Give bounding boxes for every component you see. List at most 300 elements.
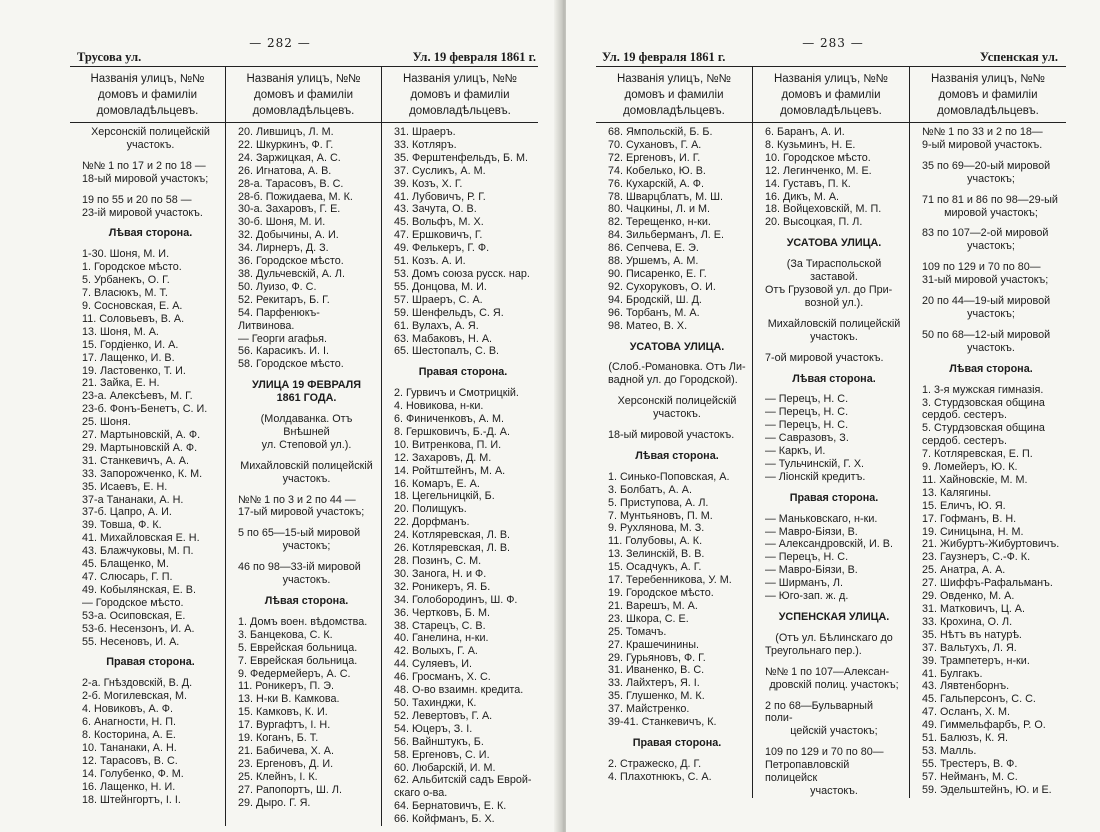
- column-2: [752, 67, 909, 798]
- spacer: [238, 452, 375, 460]
- list-item: 28. Позинъ, С. М.: [394, 555, 482, 567]
- list-item: 35. Нѣтъ въ натурѣ.: [922, 628, 1022, 641]
- list-item: 6. Анагности, Н. П.: [82, 716, 177, 729]
- spacer: [765, 505, 903, 513]
- list-item: 49. Фелькеръ, Г. Ф.: [394, 242, 490, 255]
- list-item: 30-б. Шоня, М. И.: [238, 216, 326, 229]
- list-item: 47. Слюсарь, Г. П.: [82, 571, 173, 583]
- section-heading: Правая сторона.: [789, 491, 879, 504]
- list-item: 90. Писаренко, Е. Г.: [608, 267, 707, 280]
- list-item: 9. Федермейеръ, А. С.: [238, 667, 351, 680]
- list-item: 24. Заржицкая, А. С.: [238, 151, 341, 164]
- list-item: участокъ.: [126, 138, 175, 151]
- list-item: 21. Жибуртъ-Жибуртовичъ.: [922, 538, 1060, 551]
- list-item: 4. Плахотнюкъ, С. А.: [608, 770, 712, 783]
- list-item: 16. Лащенко, Н. И.: [82, 780, 176, 793]
- list-item: — Маньковскаго, н-ки.: [765, 512, 878, 525]
- list-item: 55. Несеновъ, И. А.: [82, 635, 180, 648]
- list-item: 83 по 107—2-ой мировой: [922, 227, 1049, 240]
- list-item: 1. Городское мѣсто.: [82, 261, 182, 274]
- list-item: 25. Клейнъ, І. К.: [238, 770, 318, 783]
- list-item: 57. Шраеръ, С. А.: [394, 293, 483, 306]
- list-item: — Мавро-Біязи, В.: [765, 525, 858, 538]
- column-entries: [70, 123, 225, 806]
- list-item: — Мавро-Біязи, В.: [765, 564, 858, 577]
- list-item: 30. Занога, Н. и Ф.: [394, 567, 487, 580]
- list-item: 96. Торбанъ, М. А.: [608, 306, 700, 319]
- spacer: [765, 484, 903, 492]
- list-item: 11. Хайновскіе, М. М.: [922, 473, 1028, 486]
- list-item: 58. Городское мѣсто.: [238, 358, 344, 371]
- column-entries: [226, 123, 381, 810]
- spacer: [82, 669, 219, 677]
- list-item: 1. Домъ воен. вѣдомства.: [238, 615, 368, 628]
- list-item: 5. Еврейская больница.: [238, 641, 358, 654]
- list-item: 16. Комаръ, Е. А.: [394, 477, 480, 490]
- list-item: 36. Городское мѣсто.: [238, 255, 344, 268]
- list-item: 12. Захаровъ, Д. М.: [394, 451, 492, 464]
- list-item: 43. Блажчуковы, М. П.: [82, 545, 194, 558]
- page-number: — 283 —: [802, 36, 864, 50]
- list-item: 48. О-во взаимн. кредита.: [394, 684, 524, 697]
- spacer: [238, 405, 375, 413]
- list-item: 55. Донцова, М. И.: [394, 280, 487, 293]
- list-item: — Георги агафья.: [238, 332, 327, 345]
- running-header-right: Успенская ул.: [979, 50, 1058, 64]
- list-item: 13. Зелинскій, В. В.: [608, 548, 705, 561]
- list-item: №№ 1 по 17 и 2 по 18 —: [82, 159, 206, 172]
- list-item: 32. Добычины, А. И.: [238, 229, 339, 242]
- list-item: 1-30. Шоня, М. И.: [82, 248, 170, 261]
- list-item: 13. Н-ки В. Камкова.: [238, 693, 340, 706]
- list-item: 2 по 68—Бульварный поли-: [765, 699, 876, 725]
- list-item: 16. Дикъ, М. А.: [765, 190, 840, 203]
- list-item: 98. Матео, В. Х.: [608, 319, 688, 332]
- list-item: 109 по 129 и 70 по 80—: [765, 746, 884, 759]
- list-item: 47. Ершковичъ, Г.: [394, 229, 483, 242]
- list-item: 46. Гросманъ, Х. С.: [394, 671, 491, 684]
- running-header-left: Трусова ул.: [77, 50, 142, 64]
- list-item: 1. Синько-Поповская, А.: [608, 470, 730, 483]
- list-item: 18. Войцеховскій, М. П.: [765, 203, 882, 216]
- list-item: 39. Козъ, Х. Г.: [394, 177, 463, 190]
- section-heading: Лѣвая сторона.: [792, 372, 876, 385]
- list-item: 10. Городское мѣсто.: [765, 151, 871, 164]
- list-item: 24. Котляревская, Л. В.: [394, 529, 511, 542]
- list-item: Треугольнаго пер.).: [765, 644, 862, 657]
- list-item: 45. Вольфъ, М. Х.: [394, 216, 484, 229]
- list-item: 50 по 68—12-ый мировой: [922, 328, 1051, 341]
- list-item: 4. Новикова, н-ки.: [394, 400, 484, 413]
- list-item: 9. Рухлянова, М. З.: [608, 522, 705, 535]
- list-item: 20 по 44—19-ый мировой: [922, 295, 1051, 308]
- list-item: 31. Матковичъ, Ц. А.: [922, 603, 1026, 615]
- list-item: 18-ый мировой участокъ.: [608, 429, 735, 442]
- list-item: 88. Уршемъ, А. М.: [608, 255, 699, 268]
- directory-table: [596, 66, 1066, 798]
- column-entries: [596, 123, 752, 784]
- list-item: 25. Томачъ.: [608, 625, 667, 638]
- section-heading: Лѣвая сторона.: [635, 449, 719, 462]
- list-item: 5. Стурдзовская община: [922, 422, 1045, 435]
- list-item: 9-ый мировой участокъ.: [922, 138, 1043, 151]
- list-item: 61. Вулахъ, А. Я.: [394, 319, 479, 332]
- column-3: [909, 67, 1066, 798]
- list-item: 12. Тарасовъ, В. С.: [82, 754, 178, 767]
- spacer: [765, 692, 903, 700]
- list-item: 63. Мабаковъ, Н. А.: [394, 332, 493, 345]
- list-item: 19. Городское мѣсто.: [608, 587, 714, 599]
- section-heading: Лѣвая сторона.: [108, 227, 193, 240]
- list-item: 35. Исаевъ, Е. Н.: [82, 480, 168, 493]
- list-item: 45. Блащенко, М.: [82, 558, 169, 571]
- list-item: 19. Коганъ, Б. Т.: [238, 732, 319, 745]
- list-item: участокъ;: [967, 172, 1015, 185]
- list-item: 7. Еврейская больница.: [238, 654, 358, 667]
- list-item: 13. Шоня, М. А.: [82, 325, 159, 338]
- list-item: 37. Майстренко.: [608, 703, 690, 716]
- list-item: 5 по 65—15-ый мировой: [238, 527, 361, 540]
- list-item: 42. Волыхъ, Г. А.: [394, 645, 478, 658]
- list-item: участокъ;: [967, 307, 1015, 320]
- list-item: 11. Роникеръ, П. Э.: [238, 680, 335, 693]
- list-item: 14. Голубенко, Ф. М.: [82, 767, 184, 780]
- list-item: 47. Осланъ, Х. М.: [922, 706, 1011, 719]
- spacer: [765, 603, 903, 611]
- list-item: 9. Ломейеръ, Ю. К.: [922, 461, 1018, 474]
- directory-table: [70, 66, 538, 826]
- list-item: 40. Ганелина, н-ки.: [394, 632, 489, 645]
- list-item: 7-ой мировой участокъ.: [765, 351, 884, 364]
- list-item: цейскій участокъ;: [790, 725, 878, 738]
- list-item: 17. Лащенко, И. В.: [82, 351, 175, 364]
- list-item: 21. Бабичева, Х. А.: [238, 744, 334, 757]
- list-item: 33. Котляръ.: [394, 138, 457, 151]
- spacer: [922, 321, 1060, 329]
- list-item: 11. Голубовы, А. К.: [608, 535, 703, 548]
- list-item: 29. Мартыновскій А. Ф.: [82, 441, 198, 454]
- list-item: 23-б. Фонъ-Бенетъ, С. И.: [82, 403, 208, 416]
- list-item: 51. Балюзъ, К. Я.: [922, 732, 1009, 745]
- list-item: Херсонскій полицейскій: [617, 395, 737, 408]
- section-heading: Правая сторона.: [632, 736, 722, 749]
- spacer: [608, 387, 746, 395]
- list-item: 36. Чертковъ, Б. М.: [394, 606, 490, 619]
- list-item: — Перецъ, Н. С.: [765, 419, 849, 432]
- list-item: 22. Дорфманъ.: [394, 516, 470, 529]
- spacer: [394, 358, 532, 366]
- list-item: 15. Осадчукъ, А. Г.: [608, 561, 702, 574]
- list-item: 30-а. Захаровъ, Г. Е.: [238, 203, 341, 216]
- list-item: участокъ;: [282, 540, 331, 553]
- list-item: 54. Юцеръ, З. І.: [394, 722, 473, 735]
- list-item: вадной ул. до Городской).: [608, 374, 738, 387]
- list-item: 68. Ямпольскій, Б. Б.: [608, 126, 713, 138]
- running-header-right: Ул. 19 февраля 1861 г.: [412, 50, 536, 64]
- list-item: 38. Старецъ, С. В.: [394, 619, 486, 632]
- list-item: 5. Урбанекъ, О. Г.: [82, 274, 170, 287]
- list-item: — Ширманъ, Л.: [765, 577, 843, 590]
- list-item: 10. Витренкова, П. И.: [394, 438, 502, 451]
- list-item: 78. Шварцблатъ, М. Ш.: [608, 190, 724, 203]
- list-item: 23-ій мировой участокъ.: [82, 206, 203, 219]
- list-item: (За Тираспольской заставой.: [786, 258, 885, 284]
- column-header: Названія улицъ, №№ домовъ и фамиліи домовладѣльцевъ.: [910, 67, 1066, 123]
- list-item: 59. Эдельштейнъ, Ю. и Е.: [922, 783, 1052, 796]
- list-item: скаго о-ва.: [394, 787, 448, 800]
- list-item: 15. Гордіенко, И. А.: [82, 338, 179, 351]
- list-item: дровскій полиц. участокъ;: [769, 678, 899, 691]
- list-item: сердоб. сестеръ.: [922, 409, 1008, 422]
- spacer: [82, 152, 219, 160]
- list-item: 92. Сухоруковъ, О. И.: [608, 280, 716, 293]
- list-item: 39. Трампетеръ, н-ки.: [922, 654, 1030, 667]
- list-item: 15. Камковъ, К. И.: [238, 706, 328, 719]
- list-item: 29. Овденко, М. А.: [922, 590, 1015, 603]
- spacer: [922, 287, 1060, 295]
- section-heading: 1861 ГОДА.: [276, 392, 337, 405]
- section-heading: Правая сторона.: [106, 656, 195, 669]
- list-item: (Слоб.-Романовка. Отъ Ли-: [608, 361, 746, 374]
- list-item: 34. Лирнеръ, Д. З.: [238, 242, 329, 255]
- spacer: [394, 379, 532, 387]
- list-item: 26. Котляревская, Л. В.: [394, 542, 511, 555]
- spacer: [765, 385, 903, 393]
- list-item: 41. Булгакъ.: [922, 667, 983, 680]
- list-item: 84. Зильберманъ, Л. Е.: [608, 229, 724, 242]
- list-item: 71 по 81 и 86 по 98—29-ый: [922, 193, 1058, 206]
- column-entries: [753, 123, 909, 798]
- list-item: 31. Иваненко, В. С.: [608, 664, 705, 677]
- list-item: участокъ.: [282, 472, 331, 485]
- section-heading: УСАТОВА УЛИЦА.: [786, 237, 882, 250]
- list-item: 18-ый мировой участокъ;: [82, 172, 209, 185]
- spacer: [922, 152, 1060, 160]
- spacer: [765, 624, 903, 632]
- list-item: 21. Зайка, Е. Н.: [82, 377, 160, 390]
- list-item: 56. Карасикъ. И. І.: [238, 345, 329, 358]
- list-item: Петропавловскій полицейск: [765, 759, 853, 785]
- section-heading: УЛИЦА 19 ФЕВРАЛЯ: [251, 379, 362, 392]
- list-item: возной ул.).: [804, 296, 864, 309]
- list-item: Михайловскій полицейскій: [767, 317, 901, 330]
- list-item: 17-ый мировой участокъ;: [238, 506, 365, 519]
- list-item: 26. Игнатова, А. В.: [238, 164, 332, 177]
- list-item: №№ 1 по 3 и 2 по 44 —: [238, 493, 356, 506]
- list-item: 23. Шкора, С. Е.: [608, 612, 689, 625]
- list-item: 5. Приступова, А. Л.: [608, 496, 709, 509]
- spacer: [608, 333, 746, 341]
- list-item: 23. Ергеновъ, Д. И.: [238, 757, 334, 770]
- list-item: 57. Нейманъ, М. С.: [922, 770, 1018, 783]
- list-item: — Юго-зап. ж. д.: [765, 590, 849, 603]
- spacer: [82, 240, 219, 248]
- list-item: 56. Вайнштукъ, Б.: [394, 735, 484, 748]
- list-item: 3. Болбатъ, А. А.: [608, 483, 692, 496]
- list-item: 29. Дыро. Г. Я.: [238, 796, 311, 809]
- list-item: 53-б. Несензонъ, И. А.: [82, 622, 195, 635]
- column-entries: [382, 123, 538, 826]
- list-item: 62. Альбитскій садъ Еврой-: [394, 774, 532, 787]
- list-item: №№ 1 по 33 и 2 по 18—: [922, 126, 1043, 138]
- list-item: 45. Гальперсонъ, С. С.: [922, 693, 1036, 706]
- list-item: 55. Трестеръ, В. Ф.: [922, 757, 1018, 770]
- column-header: Названія улицъ, №№ домовъ и фамиліи домовладѣльцевъ.: [753, 67, 909, 123]
- spacer: [765, 310, 903, 318]
- list-item: 33. Запорожченко, К. М.: [82, 467, 203, 480]
- list-item: участокъ.: [967, 341, 1015, 354]
- list-item: 35. Глушенко, М. К.: [608, 690, 705, 703]
- spacer: [765, 365, 903, 373]
- list-item: Херсонскій полицейскій: [91, 126, 210, 138]
- list-item: 31-ый мировой участокъ;: [922, 274, 1049, 287]
- list-item: 49. Кобылянская, Е. В.: [82, 583, 196, 596]
- list-item: 28-а. Тарасовъ, В. С.: [238, 177, 344, 190]
- list-item: 3. Банцекова, С. К.: [238, 628, 333, 641]
- list-item: 59. Шенфельдъ, С. Я.: [394, 306, 504, 319]
- list-item: 23-а. Алексѣевъ, М. Г.: [82, 390, 193, 403]
- list-item: 1. 3-я мужская гимназія.: [922, 383, 1044, 396]
- column-3: [381, 67, 538, 826]
- list-item: 17. Гофманъ, В. Н.: [922, 512, 1017, 525]
- spacer: [608, 421, 746, 429]
- list-item: участокъ.: [810, 330, 858, 343]
- list-item: №№ 1 по 107—Алексан-: [765, 665, 890, 678]
- list-item: Отъ Грузовой ул. до При-: [765, 283, 893, 296]
- list-item: 53. Домъ союза русск. нар.: [394, 267, 530, 280]
- list-item: сердоб. сестеръ.: [922, 435, 1008, 448]
- list-item: 60. Любарскій, И. М.: [394, 761, 496, 774]
- list-item: 20. Лившицъ, Л. М.: [238, 126, 334, 138]
- list-item: — Перецъ, Н. С.: [765, 406, 849, 419]
- list-item: 49. Гиммельфарбъ, Р. О.: [922, 719, 1046, 732]
- list-item: 39-41. Станкевичъ, К.: [608, 716, 717, 729]
- list-item: — Перецъ, Н. С.: [765, 551, 849, 564]
- list-item: 37. Вальтухъ, Л. Я.: [922, 641, 1017, 654]
- list-item: 74. Кобелько, Ю. В.: [608, 164, 706, 177]
- list-item: — Каркъ, И.: [765, 445, 826, 458]
- list-item: 21. Варешъ, М. А.: [608, 599, 698, 612]
- list-item: 2-б. Могилевская, М.: [82, 690, 187, 703]
- list-item: 44. Суляевъ, И.: [394, 658, 473, 671]
- spacer: [82, 648, 219, 656]
- list-item: 51. Козъ. А. И.: [394, 255, 466, 268]
- list-item: — Савразовъ, З.: [765, 432, 849, 445]
- list-item: 33. Лайхтеръ, Я. І.: [608, 677, 700, 690]
- list-item: 76. Кухарскій, А. Ф.: [608, 177, 704, 190]
- spacer: [238, 486, 375, 494]
- list-item: 33. Крохина, О. Л.: [922, 615, 1013, 628]
- list-item: 27. Рапопортъ, Ш. Л.: [238, 783, 342, 796]
- list-item: 19. Синицына, Н. М.: [922, 525, 1024, 538]
- column-entries: [910, 123, 1066, 797]
- list-item: 2-а. Гнѣздовскій, В. Д.: [82, 677, 193, 690]
- list-item: 22. Шкуркинъ, Ф. Г.: [238, 138, 334, 151]
- list-item: 43. Зачута, О. В.: [394, 203, 477, 216]
- list-item: 31. Шраеръ.: [394, 126, 456, 138]
- list-item: (Молдаванка. Отъ Внѣшней: [260, 413, 356, 438]
- list-item: 13. Калягины.: [922, 486, 992, 499]
- spacer: [608, 442, 746, 450]
- list-item: мировой участокъ;: [944, 206, 1038, 219]
- list-item: 39. Товша, Ф. К.: [82, 519, 162, 532]
- section-heading: Лѣвая сторона.: [949, 362, 1033, 375]
- list-item: 29. Гурьяновъ, Ф. Г.: [608, 651, 706, 664]
- list-item: 25. Шоня.: [82, 416, 131, 429]
- list-item: 17. Теребенникова, У. М.: [608, 574, 732, 587]
- list-item: 58. Ергеновъ, С. И.: [394, 748, 490, 761]
- list-item: 6. Финиченковъ, А. М.: [394, 413, 504, 426]
- list-item: 50. Тахинджи, К.: [394, 696, 477, 709]
- list-item: Михайловскій полицейскій: [240, 459, 373, 472]
- list-item: 2. Гурвичъ и Смотрицкій.: [394, 387, 519, 400]
- list-item: (Отъ ул. Бѣлинскаго до: [775, 631, 893, 644]
- list-item: 12. Легинченко, М. Е.: [765, 164, 872, 177]
- column-header: Названія улицъ, №№ домовъ и фамиліи домовладѣльцевъ.: [382, 67, 538, 123]
- list-item: 18. Цегельницкій, Б.: [394, 490, 495, 503]
- list-item: — Ліонскій кредитъ.: [765, 470, 866, 483]
- list-item: 80. Чацкины, Л. и М.: [608, 203, 710, 216]
- list-item: 64. Бернатовичъ, Е. К.: [394, 800, 507, 813]
- spacer: [608, 729, 746, 737]
- right-page: [566, 0, 1100, 832]
- list-item: 109 по 129 и 70 по 80—: [922, 261, 1041, 274]
- column-1: [70, 67, 225, 826]
- list-item: 41. Михайловская Е. Н.: [82, 532, 200, 545]
- list-item: участокъ;: [967, 240, 1015, 253]
- spacer: [765, 658, 903, 666]
- list-item: участокъ.: [810, 784, 858, 797]
- spacer: [608, 353, 746, 361]
- section-heading: УСПЕНСКАЯ УЛИЦА.: [778, 611, 890, 623]
- list-item: ул. Степовой ул.).: [261, 438, 352, 451]
- running-header-left: Ул. 19 февраля 1861 г.: [602, 50, 726, 64]
- list-item: 32. Роникеръ, Я. Б.: [394, 580, 491, 593]
- list-item: 7. Котляревская, Е. П.: [922, 448, 1033, 461]
- list-item: 94. Бродскій, Ш. Д.: [608, 293, 702, 306]
- list-item: 50. Луизо, Ф. С.: [238, 280, 317, 293]
- list-item: — Городское мѣсто.: [82, 596, 184, 609]
- list-item: 17. Вургафтъ, І. Н.: [238, 719, 331, 732]
- list-item: 27. Мартыновскій, А. Ф.: [82, 429, 201, 442]
- list-item: 3. Стурдзовская община: [922, 396, 1045, 409]
- section-heading: Правая сторона.: [418, 366, 508, 379]
- column-2: [225, 67, 381, 826]
- spacer: [238, 553, 375, 561]
- list-item: — Тульчинскій, Г. Х.: [765, 457, 865, 470]
- list-item: 7. Влаcюкъ, М. Т.: [82, 287, 168, 300]
- page-number: — 282 —: [249, 36, 311, 50]
- list-item: 43. Лявтенборнъ.: [922, 680, 1010, 693]
- spacer: [922, 186, 1060, 194]
- list-item: 34. Голобородинъ, Ш. Ф.: [394, 593, 518, 606]
- list-item: 66. Койфманъ, Б. Х.: [394, 813, 495, 826]
- list-item: 28-б. Пожидаева, М. К.: [238, 190, 353, 203]
- list-item: 52. Левертовъ, Г. А.: [394, 709, 493, 722]
- list-item: 37. Суcликъ, А. М.: [394, 164, 486, 177]
- list-item: 35 по 69—20-ый мировой: [922, 159, 1051, 172]
- list-item: 20. Высоцкая, П. Л.: [765, 216, 863, 229]
- list-item: 27. Крашечинины.: [608, 638, 699, 651]
- list-item: 6. Баранъ, А. И.: [765, 126, 845, 138]
- spacer: [922, 219, 1060, 227]
- list-item: 72. Ергеновъ, И. Г.: [608, 151, 701, 164]
- list-item: 54. Парфенюкъ-Литвинова.: [238, 306, 320, 332]
- list-item: 8. Кузьминъ, Н. Е.: [765, 138, 856, 151]
- list-item: 38. Дульчевскій, А. Л.: [238, 267, 346, 280]
- list-item: 23. Гаузнеръ, С.-Ф. К.: [922, 551, 1031, 564]
- column-header: Названія улицъ, №№ домовъ и фамиліи домовладѣльцевъ.: [226, 67, 381, 123]
